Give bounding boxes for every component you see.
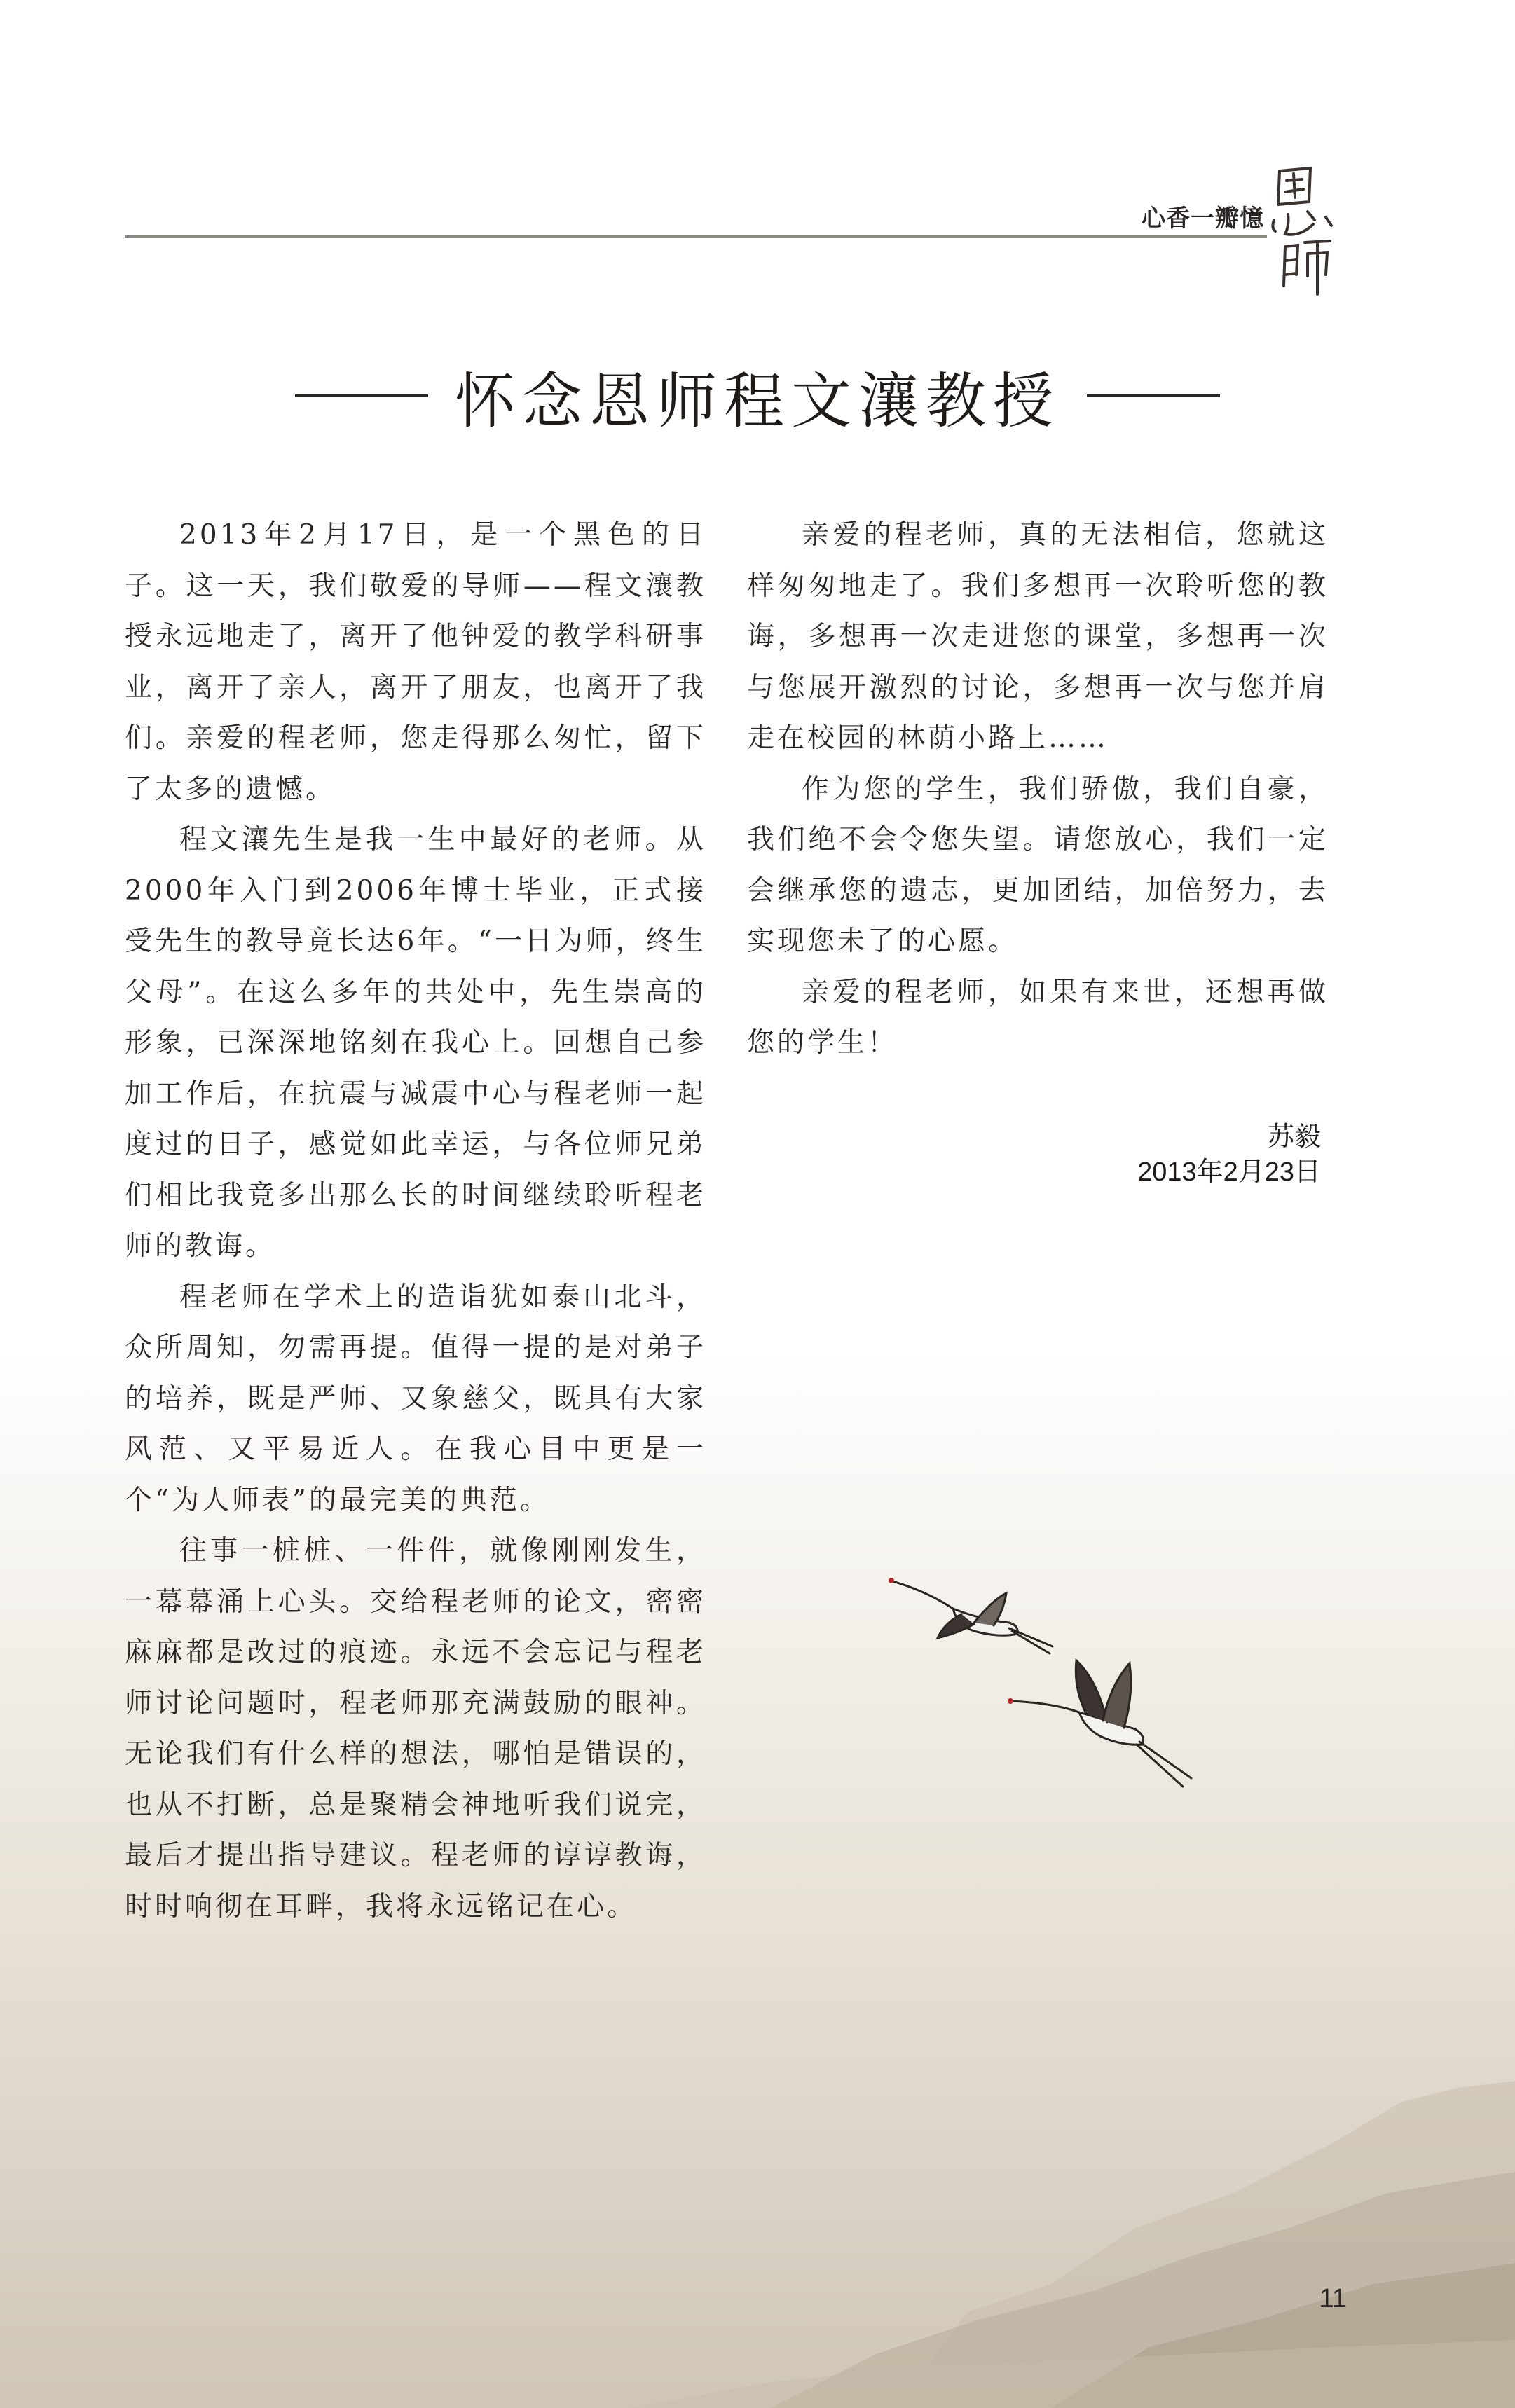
- crane-red-crown: [889, 1578, 894, 1583]
- article-left-column: [125, 510, 706, 1932]
- page-number: 11: [1319, 2284, 1347, 2313]
- signature-date: 2013年2月23日: [1137, 1157, 1321, 1187]
- calligraphy-logo: [1264, 156, 1341, 296]
- paragraph: 2013年2月17日，是一个黑色的日子。这一天，我们敬爱的导师——程文瀼教授永远地走了，离开了他钟爱的教学科研事业，离开了亲人，离开了朋友，也离开了我们。亲爱的程老师，您走得那么匆忙，留下了太多的遗憾。: [125, 519, 706, 805]
- crane-upper: [890, 1581, 1053, 1653]
- crane-lower: [1009, 1660, 1191, 1787]
- title-dash-left: [295, 394, 428, 397]
- paragraph: 亲爱的程老师，如果有来世，还想再做您的学生！: [747, 976, 1329, 1059]
- section-label: 心香一瓣憶: [1142, 205, 1264, 233]
- paragraph: 程老师在学术上的造诣犹如泰山北斗，众所周知，勿需再提。值得一提的是对弟子的培养，既是严师、又象慈父，既具有大家风范、又平易近人。在我心目中更是一个“为人师表”的最完美的典范。: [125, 1281, 706, 1516]
- article-title: 怀念恩师程文瀼教授: [455, 366, 1060, 436]
- paragraph: 往事一桩桩、一件件，就像刚刚发生，一幕幕涌上心头。交给程老师的论文，密密麻麻都是改过的痕迹。永远不会忘记与程老师讨论问题时，程老师那充满鼓励的眼神。无论我们有什么样的想法，哪怕是错误的，也从不打断，总是聚精会神地听我们说完，最后才提出指导建议。程老师的谆谆教诲，时时响彻在耳畔，我将永远铭记在心。: [125, 1535, 706, 1922]
- paragraph: 亲爱的程老师，真的无法相信，您就这样匆匆地走了。我们多想再一次聆听您的教诲，多想再一次走进您的课堂，多想再一次与您展开激烈的讨论，多想再一次与您并肩走在校园的林荫小路上……: [747, 519, 1329, 754]
- paragraph: 程文瀼先生是我一生中最好的老师。从2000年入门到2006年博士毕业，正式接受先生的教导竟长达6年。“一日为师，终生父母”。在这么多年的共处中，先生崇高的形象，已深深地铭刻在我心上。回想自己参加工作后，在抗震与减震中心与程老师一起度过的日子，感觉如此幸运，与各位师兄弟们相比我竟多出那么长的时间继续聆听程老师的教诲。: [125, 824, 706, 1262]
- signature-block: [981, 1120, 1321, 1190]
- title-dash-right: [1087, 394, 1220, 397]
- article-title-block: [0, 357, 1515, 434]
- flying-cranes-illustration: [869, 1555, 1233, 1808]
- author-name: 苏毅: [1267, 1122, 1321, 1152]
- crane-red-crown: [1008, 1698, 1013, 1704]
- header-rule: [125, 235, 1267, 238]
- paragraph: 作为您的学生，我们骄傲，我们自豪，我们绝不会令您失望。请您放心，我们一定会继承您的遗志，更加团结，加倍努力，去实现您未了的心愿。: [747, 773, 1329, 957]
- misty-mountains-illustration: [0, 2018, 1515, 2408]
- article-right-column: [747, 510, 1329, 1069]
